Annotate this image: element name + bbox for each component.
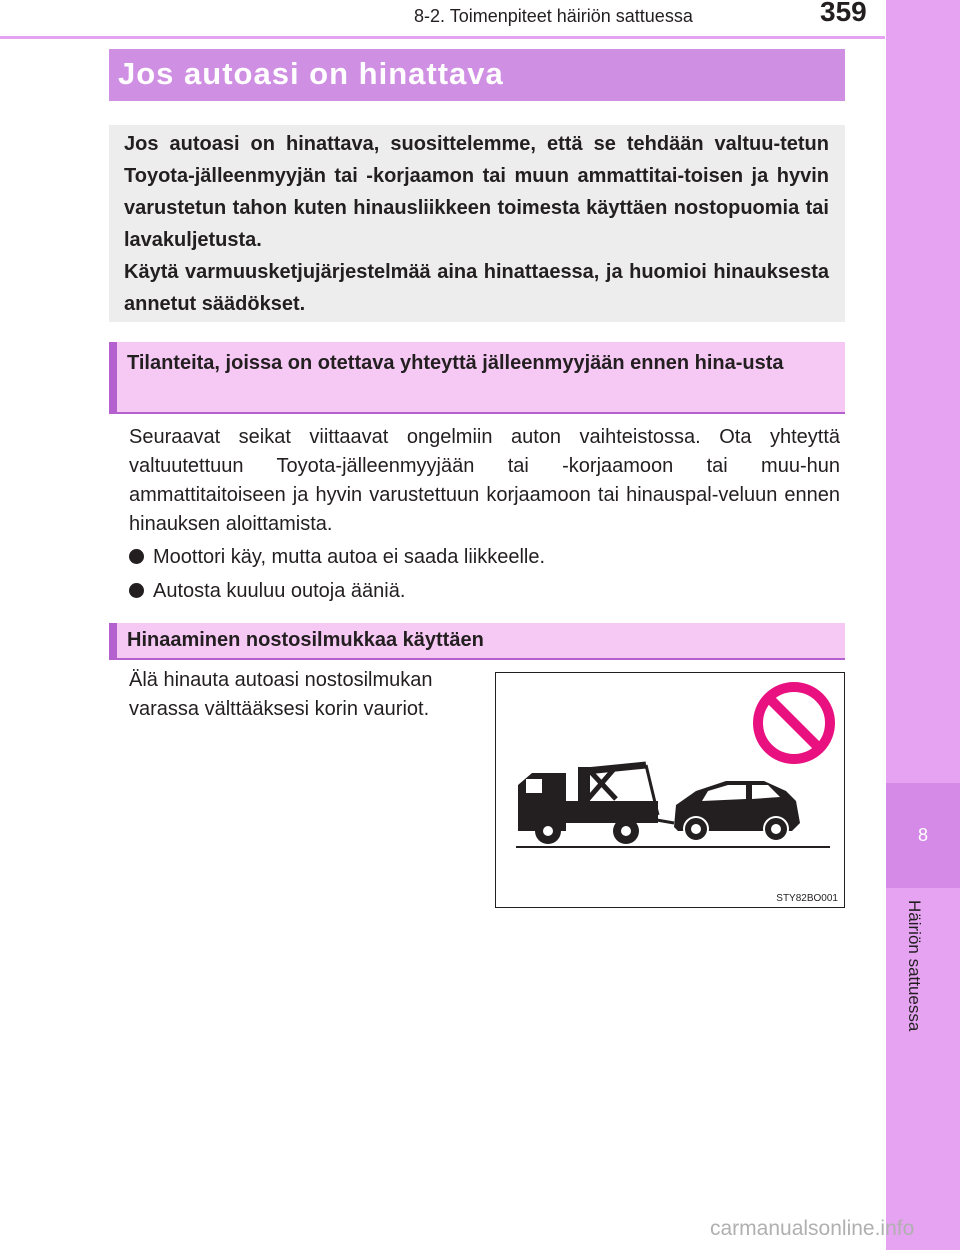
bullet-icon xyxy=(129,583,144,598)
intro-text xyxy=(124,128,829,320)
list-item-text: Moottori käy, mutta autoa ei saada liikkeelle. xyxy=(153,546,546,568)
page-title: Jos autoasi on hinattava xyxy=(118,56,504,91)
intro-paragraph-2: Käytä varmuusketjujärjestelmää aina hinattaessa, ja huomioi hinauksesta annetut säädökset. xyxy=(124,261,829,315)
header-rule xyxy=(0,36,885,39)
bullet-icon xyxy=(129,549,144,564)
watermark: carmanualsonline.info xyxy=(710,1217,915,1240)
side-tab xyxy=(886,0,960,1250)
list-item-text: Autosta kuuluu outoja ääniä. xyxy=(153,580,406,602)
tow-truck-prohibited-icon xyxy=(496,673,844,907)
section1-heading-box xyxy=(109,342,845,414)
section2-body: Älä hinauta autoasi nostosilmukan varassa välttääksesi korin vauriot. xyxy=(129,669,433,720)
chapter-number: 8 xyxy=(917,825,928,845)
chapter-title: Häiriön sattuessa xyxy=(905,900,924,1032)
section-header: 8-2. Toimenpiteet häiriön sattuessa xyxy=(414,6,693,26)
figure-code: STY82BO001 xyxy=(776,893,838,904)
page-number: 359 xyxy=(820,0,867,27)
section1-body: Seuraavat seikat viittaavat ongelmiin auton vaihteistossa. Ota yhteyttä valtuutettuun Toyota-jälleenmyyjään tai -korjaamoon tai muu-hun ammattitaitoiseen ja hyvin varustettuun korjaamoon tai hinauspal-veluun ennen hinauksen aloittamista. xyxy=(129,426,840,535)
section2-heading: Hinaaminen nostosilmukkaa käyttäen xyxy=(127,629,484,651)
list-item xyxy=(129,543,545,572)
section2-heading-box xyxy=(109,623,845,660)
tow-hook-illustration xyxy=(495,672,845,908)
list-item xyxy=(129,577,405,606)
intro-paragraph-1: Jos autoasi on hinattava, suosittelemme, että se tehdään valtuu-tetun Toyota-jälleenmyyjän tai -korjaamon tai muun ammattitai-toisen ja hyvin varustetun tahon kuten hinausliikkeen toimesta käyttäen nostopuomia tai lavakuljetusta. xyxy=(124,133,829,251)
section1-heading: Tilanteita, joissa on otettava yhteyttä jälleenmyyjään ennen hina-usta xyxy=(127,352,784,374)
